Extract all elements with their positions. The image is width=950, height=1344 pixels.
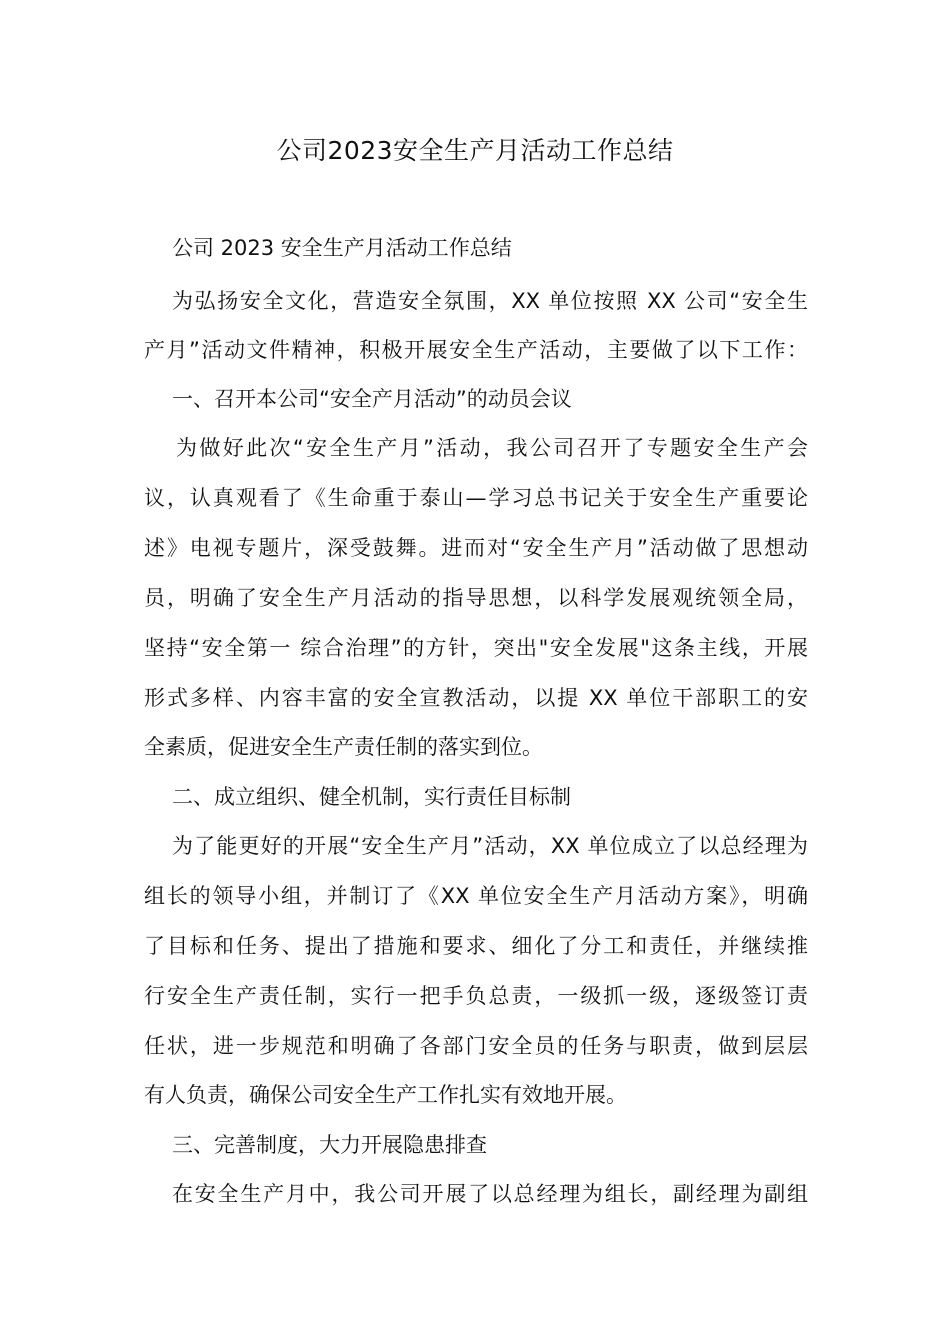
paragraph-line: 述》电视专题片，深受鼓舞。进而对“安全生产月”活动做了思想动 — [144, 536, 808, 560]
paragraph-line: 员，明确了安全生产月活动的指导思想，以科学发展观统领全局， — [144, 586, 808, 610]
section-heading-1: 一、召开本公司“安全产月活动”的动员会议 — [172, 387, 572, 411]
paragraph-line: 任状，进一步规范和明确了各部门安全员的任务与职责，做到层层 — [144, 1034, 808, 1058]
section-heading-3: 三、完善制度，大力开展隐患排查 — [172, 1133, 487, 1157]
section-heading-2: 二、成立组织、健全机制，实行责任目标制 — [172, 785, 571, 809]
paragraph-line: 议，认真观看了《生命重于泰山—学习总书记关于安全生产重要论 — [144, 486, 808, 510]
paragraph-line: 为做好此次“安全生产月”活动，我公司召开了专题安全生产会 — [176, 436, 808, 460]
paragraph-line: 了目标和任务、提出了措施和要求、细化了分工和责任，并继续推 — [144, 934, 808, 958]
paragraph-line: 坚持“安全第一 综合治理”的方针，突出"安全发展"这条主线，开展 — [144, 636, 808, 660]
document-title: 公司2023安全生产月活动工作总结 — [276, 136, 674, 165]
paragraph-line: 行安全生产责任制，实行一把手负总责，一级抓一级，逐级签订责 — [144, 984, 808, 1008]
paragraph-line: 组长的领导小组，并制订了《XX 单位安全生产月活动方案》，明确 — [144, 884, 808, 908]
paragraph-line: 产月”活动文件精神，积极开展安全生产活动，主要做了以下工作： — [144, 338, 808, 362]
paragraph-line: 有人负责，确保公司安全生产工作扎实有效地开展。 — [144, 1083, 627, 1107]
paragraph-line: 形式多样、内容丰富的安全宣教活动，以提 XX 单位干部职工的安 — [144, 686, 808, 710]
paragraph-line: 为了能更好的开展“安全生产月”活动，XX 单位成立了以总经理为 — [172, 834, 808, 858]
subtitle-line: 公司 2023 安全生产月活动工作总结 — [172, 236, 512, 260]
paragraph-line: 为弘扬安全文化，营造安全氛围，XX 单位按照 XX 公司“安全生 — [172, 289, 808, 313]
paragraph-line: 全素质，促进安全生产责任制的落实到位。 — [144, 735, 543, 759]
paragraph-line: 在安全生产月中，我公司开展了以总经理为组长，副经理为副组 — [172, 1182, 808, 1206]
